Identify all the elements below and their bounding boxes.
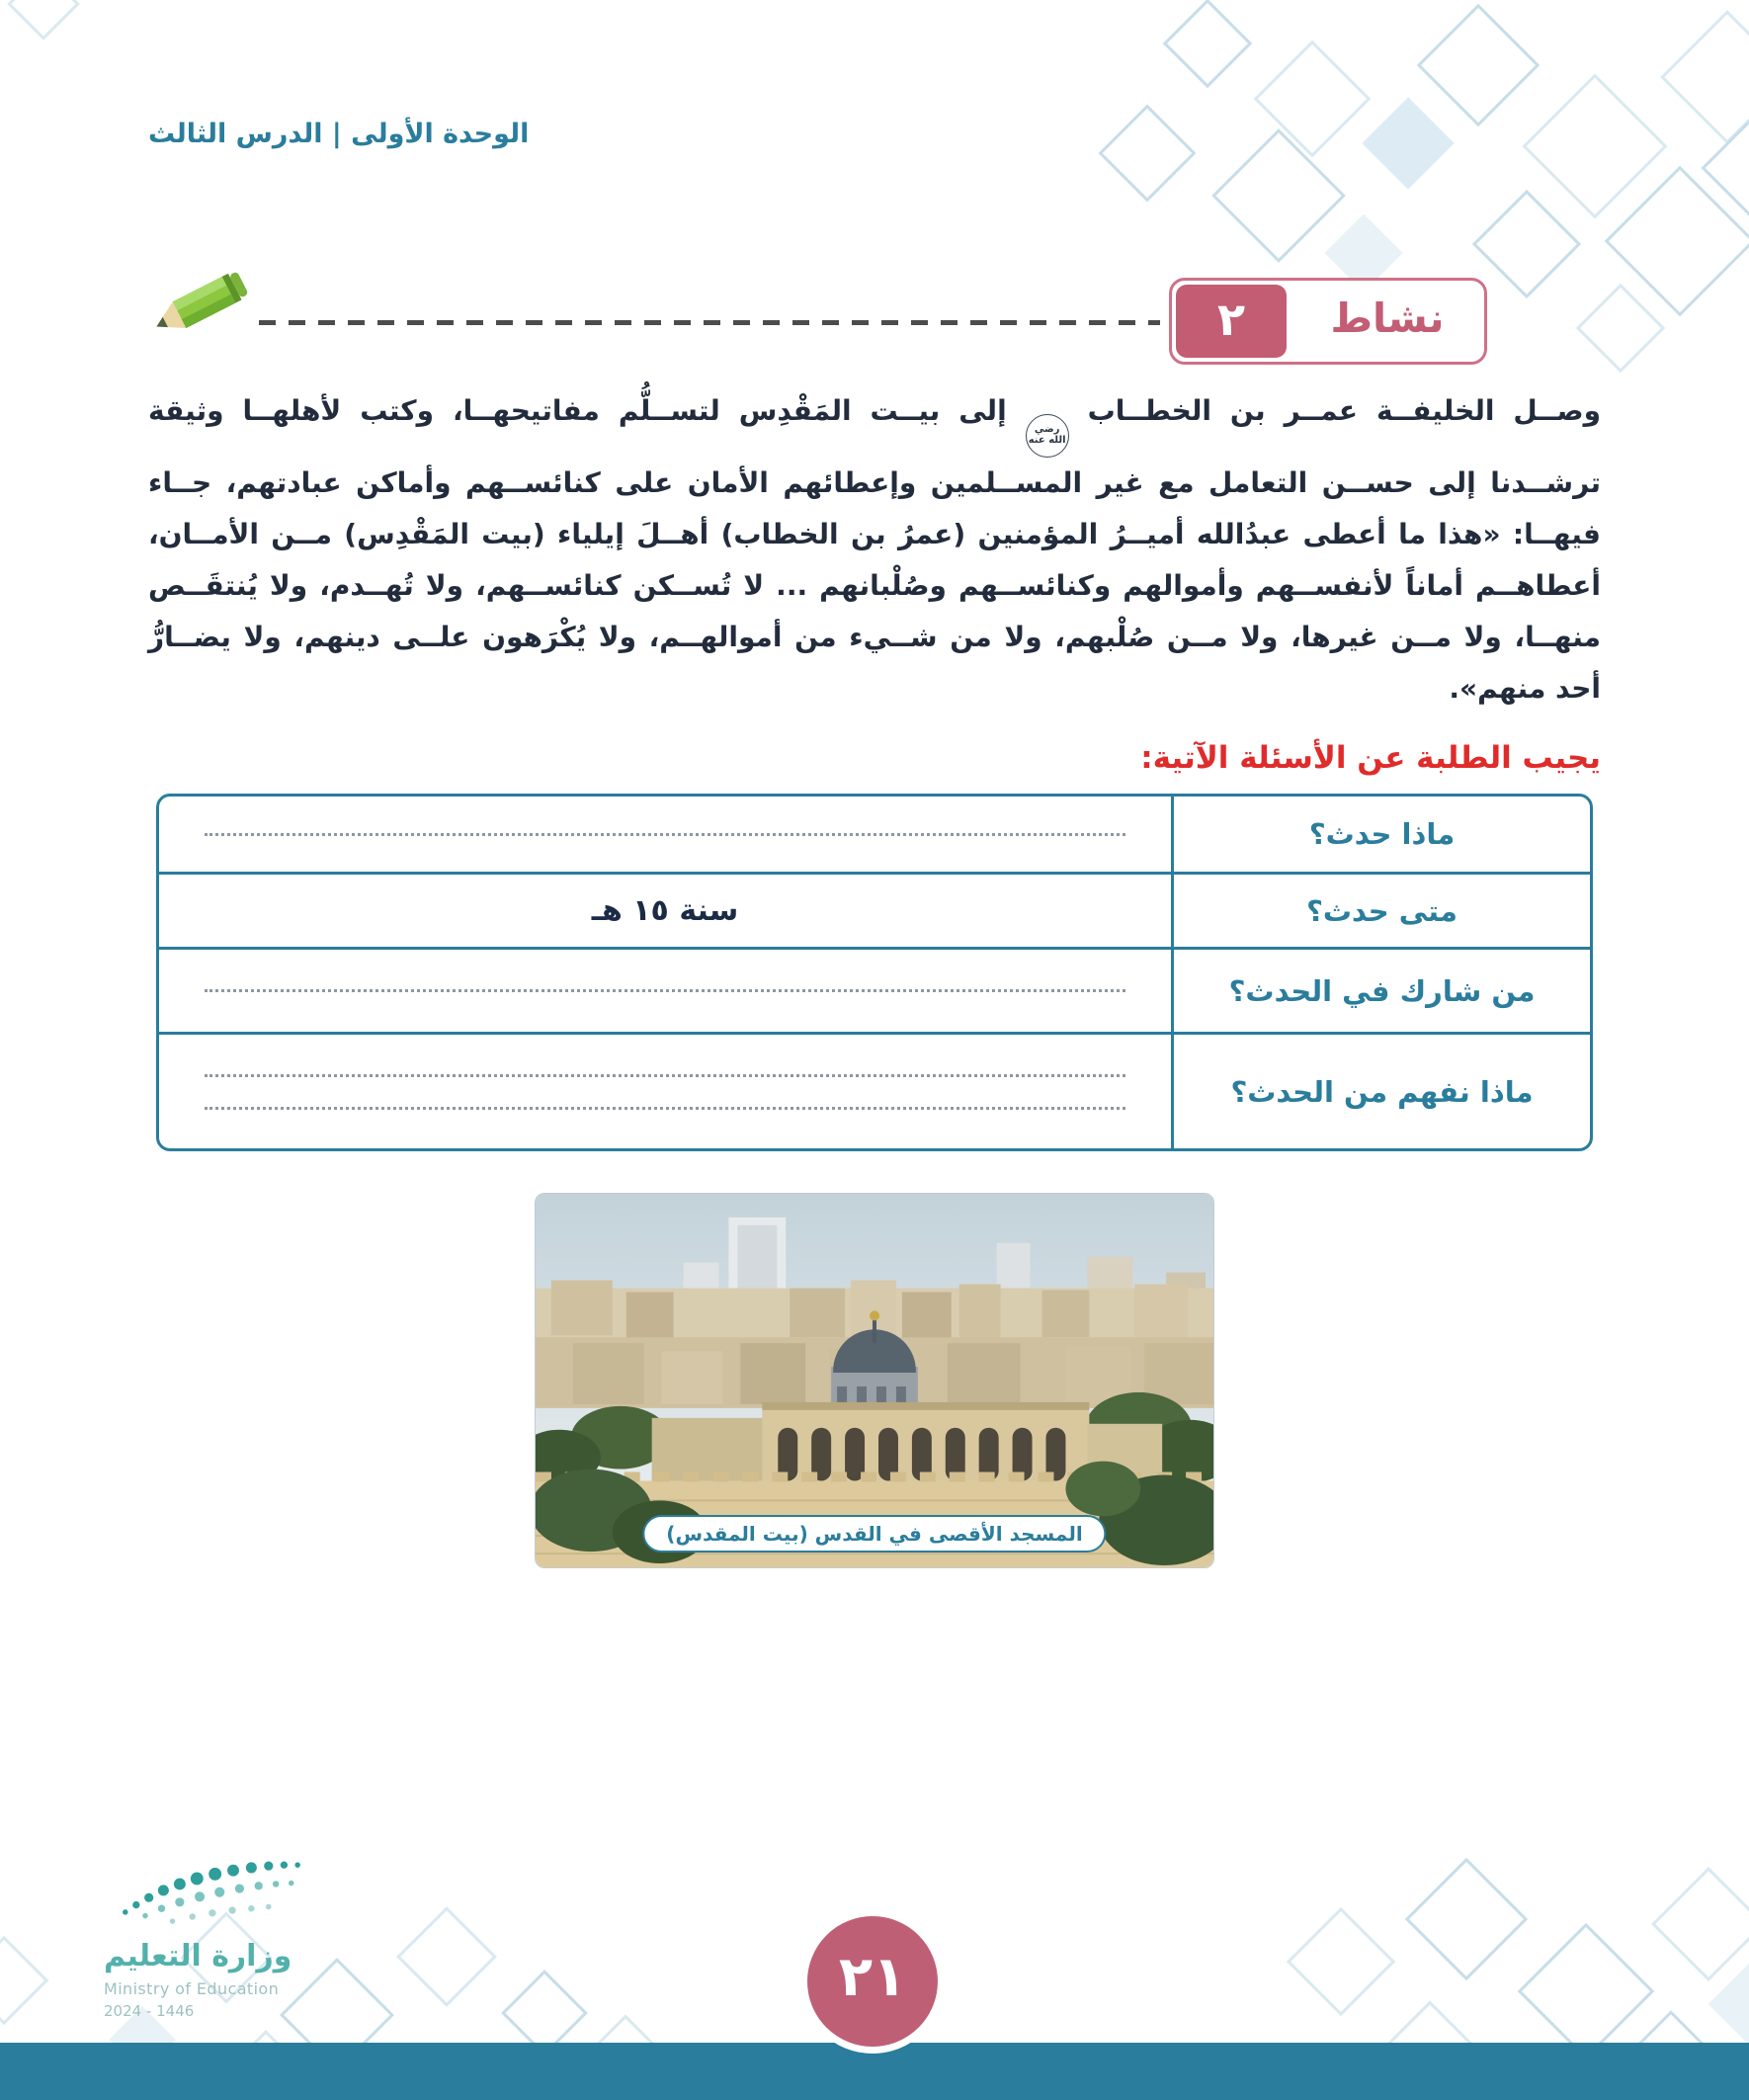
dashed-divider — [259, 320, 1160, 325]
ministry-name-arabic: وزارة التعليم — [104, 1939, 292, 1974]
activity-badge — [1169, 278, 1487, 365]
decorative-diamond — [1211, 128, 1346, 263]
questions-heading: يجيب الطلبة عن الأسئلة الآتية: — [1140, 740, 1601, 777]
breadcrumb: الوحدة الأولى | الدرس الثالث — [148, 119, 530, 149]
ministry-logo-dots — [104, 1856, 341, 1933]
decorative-diamond — [396, 1906, 497, 2007]
decorative-diamond — [1472, 190, 1581, 298]
activity-number: ٢ — [1176, 285, 1287, 358]
content-column — [148, 385, 1601, 1568]
figure-caption: المسجد الأقصى في القدس (بيت المقدس) — [642, 1515, 1106, 1553]
decorative-diamond — [7, 0, 80, 41]
activity-label: نشاط — [1330, 294, 1445, 342]
question-cell: متى حدث؟ — [1171, 872, 1590, 947]
lesson-text-after: إلى بيــت المَقْدِس لتســلُّم مفاتيحهــا، وكتب لأهلهــا وثيقة ترشــدنا إلى حســن التعامل مع غير المســلمين وإعطائهم الأمان على كنائســهم وأماكن عبادتهم، جــاء فيهــا: «هذا ما أعطى عبدُالله أميــرُ المؤمنين (عمرُ بن الخطاب) أهــلَ إيلياء (بيت المَقْدِس) مــن الأمــان، أعطاهــم أماناً لأنفســهم وأموالهم وكنائســهم وصُلْبانهم ... لا تُســكن كنائســهم، ولا تُهــدم، ولا يُنتقَــص منهــا، ولا مــن غيرها، ولا مــن صُلْبهم، ولا من شــيء من أموالهــم، ولا يُكْرَهون علــى دينهم، ولا يضــارُّ أحد منهم». — [148, 394, 1601, 706]
ministry-name-english: Ministry of Education — [104, 1979, 280, 1998]
decorative-diamond — [1417, 4, 1540, 126]
page-number-badge — [800, 1909, 945, 2054]
page-number: ٢١ — [838, 1944, 907, 2009]
question-cell: من شارك في الحدث؟ — [1171, 947, 1590, 1032]
questions-table — [156, 794, 1593, 1151]
figure — [535, 1193, 1214, 1568]
decorative-diamond — [0, 1936, 48, 2026]
decorative-diamond — [1576, 284, 1666, 374]
answer-cell — [159, 947, 1171, 1032]
decorative-diamond — [1287, 1907, 1395, 2016]
lesson-paragraph — [148, 385, 1601, 714]
decorative-diamond — [1405, 1858, 1528, 1980]
decorative-diamond — [1660, 10, 1749, 144]
ministry-logo — [104, 1856, 341, 2020]
decorative-diamond — [1099, 105, 1197, 203]
answer-cell — [159, 1032, 1171, 1148]
question-cell: ماذا حدث؟ — [1171, 797, 1590, 872]
alaqsa-photo — [535, 1193, 1214, 1568]
ministry-edition-years: 2024 - 1446 — [104, 2002, 195, 2020]
answer-dotted-line — [205, 1107, 1125, 1110]
decorative-diamond — [1518, 1923, 1655, 2060]
pencil-icon — [146, 264, 256, 349]
decorative-diamond — [1362, 97, 1454, 189]
decorative-diamond — [1651, 1867, 1749, 1981]
answer-text: سنة ١٥ هـ — [591, 893, 739, 929]
decorative-diamond — [1522, 73, 1667, 218]
decorative-diamond — [1163, 0, 1253, 88]
answer-cell — [159, 872, 1171, 947]
lesson-text-before: وصــل الخليفــة عمــر بن الخطــاب — [1087, 394, 1601, 427]
honorific-seal: رضي الله عنه — [1026, 414, 1069, 458]
answer-dotted-line — [205, 1074, 1125, 1077]
question-cell: ماذا نفهم من الحدث؟ — [1171, 1032, 1590, 1148]
answer-dotted-line — [205, 989, 1125, 992]
answer-cell — [159, 797, 1171, 872]
answer-dotted-line — [205, 833, 1125, 836]
